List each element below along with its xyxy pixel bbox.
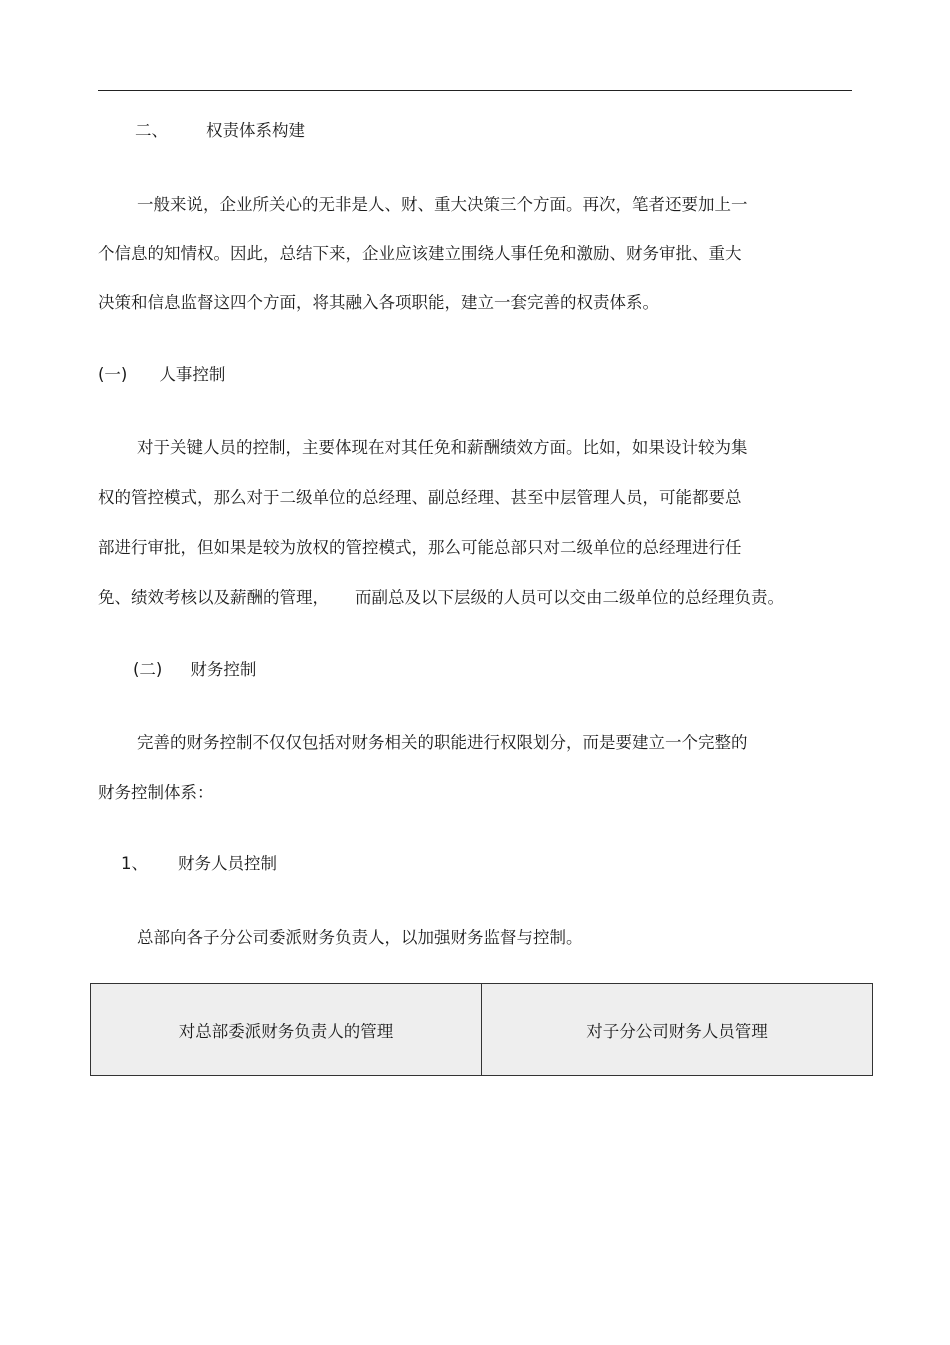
subsection-heading [133, 658, 256, 682]
subsection-number: (二) [133, 660, 163, 679]
paragraph-segment: 免、绩效考核以及薪酬的管理， [98, 588, 329, 607]
subsection-heading [98, 363, 225, 387]
table-row [91, 984, 873, 1076]
paragraph-line: 决策和信息监督这四个方面，将其融入各项职能，建立一套完善的权责体系。 [98, 293, 659, 312]
paragraph-line [98, 586, 784, 610]
table-cell: 对总部委派财务负责人的管理 [91, 984, 482, 1076]
table-cell: 对子分公司财务人员管理 [482, 984, 873, 1076]
item-number: 1、 [121, 854, 148, 873]
section-number: 二、 [135, 121, 168, 140]
management-table [90, 983, 873, 1076]
section-heading [135, 119, 305, 143]
paragraph-line: 个信息的知情权。因此，总结下来，企业应该建立围绕人事任免和激励、财务审批、重大 [98, 244, 742, 263]
paragraph-line: 部进行审批，但如果是较为放权的管控模式，那么可能总部只对二级单位的总经理进行任 [98, 538, 742, 557]
paragraph-line: 一般来说，企业所关心的无非是人、财、重大决策三个方面。再次，笔者还要加上一 [137, 195, 748, 214]
item-title: 财务人员控制 [178, 854, 277, 873]
subsection-number: (一) [98, 365, 128, 384]
paragraph-line: 权的管控模式，那么对于二级单位的总经理、副总经理、甚至中层管理人员，可能都要总 [98, 488, 742, 507]
paragraph-segment: 而副总及以下层级的人员可以交由二级单位的总经理负责。 [355, 588, 784, 607]
section-title: 权责体系构建 [206, 121, 305, 140]
subsection-title: 人事控制 [159, 365, 226, 384]
paragraph-line: 总部向各子分公司委派财务负责人，以加强财务监督与控制。 [137, 928, 583, 947]
subsection-title: 财务控制 [190, 660, 257, 679]
paragraph-line: 完善的财务控制不仅仅包括对财务相关的职能进行权限划分，而是要建立一个完整的 [137, 733, 748, 752]
item-heading [121, 852, 277, 876]
header-rule [98, 90, 852, 91]
paragraph-line: 对于关键人员的控制，主要体现在对其任免和薪酬绩效方面。比如，如果设计较为集 [137, 438, 748, 457]
paragraph-line: 财务控制体系： [98, 783, 214, 802]
